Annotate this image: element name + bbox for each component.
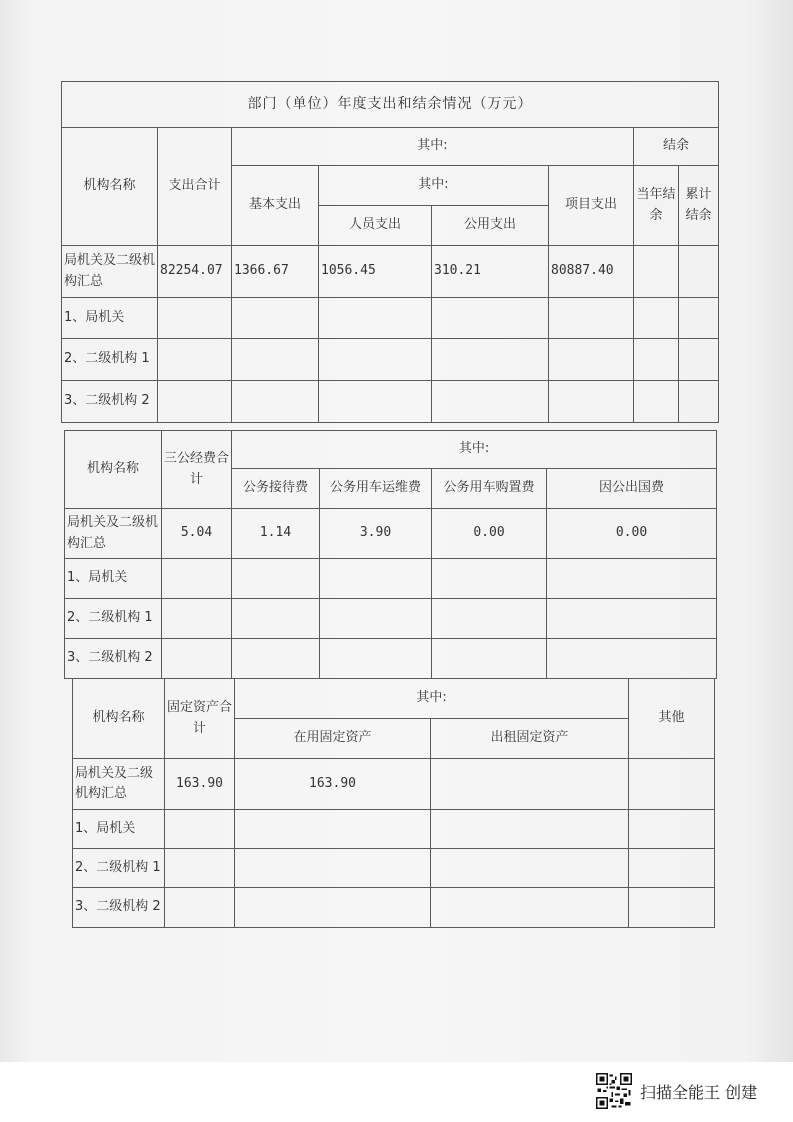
basic-expenditure-cell [232, 339, 319, 381]
header-project-expenditure: 项目支出 [549, 166, 634, 246]
reception-fee-cell [232, 559, 320, 599]
cumulative-balance-cell [679, 381, 719, 423]
header-car-operation-fee: 公务用车运维费 [320, 469, 432, 509]
header-fixed-assets-total: 固定资产合计 [165, 679, 235, 759]
header-personnel-expenditure: 人员支出 [319, 206, 432, 246]
header-basic-expenditure: 基本支出 [232, 166, 319, 246]
in-use-assets-cell [235, 810, 431, 849]
header-qizhong: 其中: [235, 679, 629, 719]
abroad-fee-cell [547, 639, 717, 679]
expenditure-balance-table [61, 81, 719, 423]
fixed-assets-total-cell [165, 849, 235, 888]
org-name-cell: 局机关及二级机构汇总 [73, 759, 165, 810]
table-row [62, 246, 719, 298]
public-expenditure-cell: 310.21 [432, 246, 549, 298]
table-row [62, 298, 719, 339]
personnel-expenditure-cell [319, 298, 432, 339]
other-cell [629, 759, 715, 810]
car-operation-fee-cell [320, 559, 432, 599]
current-year-balance-cell [634, 246, 679, 298]
header-balance: 结余 [634, 128, 719, 166]
in-use-assets-cell [235, 888, 431, 928]
header-three-public-total: 三公经费合计 [162, 431, 232, 509]
current-year-balance-cell [634, 298, 679, 339]
expenditure-total-cell [158, 339, 232, 381]
header-cumulative-balance: 累计结余 [679, 166, 719, 246]
cumulative-balance-cell [679, 298, 719, 339]
in-use-assets-cell [235, 849, 431, 888]
header-org-name: 机构名称 [73, 679, 165, 759]
current-year-balance-cell [634, 381, 679, 423]
org-name-cell: 3、二级机构 2 [62, 381, 158, 423]
project-expenditure-cell [549, 381, 634, 423]
public-expenditure-cell [432, 298, 549, 339]
org-name-cell: 1、局机关 [73, 810, 165, 849]
other-cell [629, 888, 715, 928]
current-year-balance-cell [634, 339, 679, 381]
three-public-total-cell [162, 559, 232, 599]
header-org-name: 机构名称 [65, 431, 162, 509]
scanner-watermark [596, 1071, 757, 1111]
table-title: 部门（单位）年度支出和结余情况（万元） [62, 82, 719, 128]
header-abroad-fee: 因公出国费 [547, 469, 717, 509]
header-qizhong: 其中: [232, 128, 634, 166]
reception-fee-cell: 1.14 [232, 509, 320, 559]
reception-fee-cell [232, 639, 320, 679]
header-org-name: 机构名称 [62, 128, 158, 246]
basic-expenditure-cell [232, 298, 319, 339]
table-row [65, 559, 717, 599]
org-name-cell: 3、二级机构 2 [65, 639, 162, 679]
expenditure-total-cell [158, 381, 232, 423]
rented-assets-cell [431, 888, 629, 928]
basic-expenditure-cell: 1366.67 [232, 246, 319, 298]
scanner-app-label: 扫描全能王 创建 [640, 1082, 758, 1102]
fixed-assets-table [72, 678, 715, 928]
qr-code-icon [596, 1073, 632, 1109]
table-row [65, 509, 717, 559]
basic-expenditure-cell [232, 381, 319, 423]
project-expenditure-cell [549, 339, 634, 381]
car-operation-fee-cell [320, 639, 432, 679]
abroad-fee-cell [547, 599, 717, 639]
car-operation-fee-cell: 3.90 [320, 509, 432, 559]
table-row [73, 849, 715, 888]
personnel-expenditure-cell [319, 339, 432, 381]
expenditure-total-cell: 82254.07 [158, 246, 232, 298]
public-expenditure-cell [432, 339, 549, 381]
other-cell [629, 810, 715, 849]
table-row [73, 888, 715, 928]
rented-assets-cell [431, 810, 629, 849]
car-purchase-fee-cell [432, 599, 547, 639]
header-public-expenditure: 公用支出 [432, 206, 549, 246]
org-name-cell: 局机关及二级机构汇总 [62, 246, 158, 298]
header-car-purchase-fee: 公务用车购置费 [432, 469, 547, 509]
header-qizhong: 其中: [232, 431, 717, 469]
header-qizhong-sub: 其中: [319, 166, 549, 206]
header-in-use-assets: 在用固定资产 [235, 719, 431, 759]
three-public-total-cell [162, 599, 232, 639]
org-name-cell: 2、二级机构 1 [62, 339, 158, 381]
org-name-cell: 2、二级机构 1 [73, 849, 165, 888]
table-row [62, 339, 719, 381]
fixed-assets-total-cell: 163.90 [165, 759, 235, 810]
header-current-year-balance: 当年结余 [634, 166, 679, 246]
rented-assets-cell [431, 849, 629, 888]
expenditure-total-cell [158, 298, 232, 339]
rented-assets-cell [431, 759, 629, 810]
three-public-total-cell: 5.04 [162, 509, 232, 559]
three-public-expenses-table [64, 430, 717, 679]
car-purchase-fee-cell [432, 559, 547, 599]
project-expenditure-cell: 80887.40 [549, 246, 634, 298]
org-name-cell: 2、二级机构 1 [65, 599, 162, 639]
car-purchase-fee-cell: 0.00 [432, 509, 547, 559]
car-operation-fee-cell [320, 599, 432, 639]
car-purchase-fee-cell [432, 639, 547, 679]
cumulative-balance-cell [679, 339, 719, 381]
header-other: 其他 [629, 679, 715, 759]
cumulative-balance-cell [679, 246, 719, 298]
header-reception-fee: 公务接待费 [232, 469, 320, 509]
reception-fee-cell [232, 599, 320, 639]
fixed-assets-total-cell [165, 888, 235, 928]
in-use-assets-cell: 163.90 [235, 759, 431, 810]
header-rented-assets: 出租固定资产 [431, 719, 629, 759]
table-row [65, 599, 717, 639]
table-row [73, 759, 715, 810]
org-name-cell: 1、局机关 [65, 559, 162, 599]
org-name-cell: 3、二级机构 2 [73, 888, 165, 928]
table-row [62, 381, 719, 423]
table-row [73, 810, 715, 849]
org-name-cell: 1、局机关 [62, 298, 158, 339]
header-expenditure-total: 支出合计 [158, 128, 232, 246]
fixed-assets-total-cell [165, 810, 235, 849]
personnel-expenditure-cell [319, 381, 432, 423]
personnel-expenditure-cell: 1056.45 [319, 246, 432, 298]
public-expenditure-cell [432, 381, 549, 423]
abroad-fee-cell: 0.00 [547, 509, 717, 559]
other-cell [629, 849, 715, 888]
three-public-total-cell [162, 639, 232, 679]
table-row [65, 639, 717, 679]
project-expenditure-cell [549, 298, 634, 339]
abroad-fee-cell [547, 559, 717, 599]
org-name-cell: 局机关及二级机构汇总 [65, 509, 162, 559]
